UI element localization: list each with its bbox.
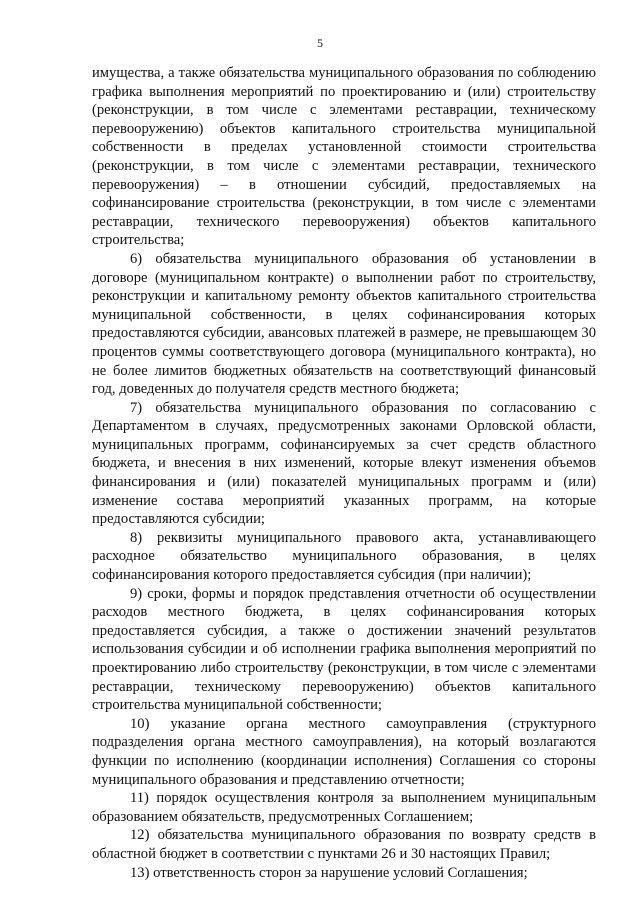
- paragraph-item-13: 13) ответственность сторон за нарушение условий Соглашения;: [130, 864, 528, 881]
- paragraph-item-9: 9) сроки, формы и порядок представления отчетности об осуществлении расходов местного бюджета, в целях софинансирования которых предоставляется субсидия, а также о достижении значений результатов использования субсидии и об исполнении графика выполнения мероприятий по проектированию либо строительству (реконструкции, в том числе с элементами реставрации, техническому перевооружению) объектов капитального строительства муниципальной собственности;: [92, 585, 596, 714]
- paragraph-item-11: 11) порядок осуществления контроля за выполнением муниципальным образованием обязательств, предусмотренных Соглашением;: [92, 790, 596, 825]
- paragraph-item-12: 12) обязательства муниципального образования по возврату средств в областной бюджет в соответствии с пунктами 26 и 30 настоящих Правил;: [92, 827, 596, 862]
- paragraph-continuation: имущества, а также обязательства муниципального образования по соблюдению графика выполнения мероприятий по проектированию и (или) строительству (реконструкции, в том числе с элементами реставрации, техническому перевооружению) объектов капитального строительства муниципальной собственности в пределах установленной стоимости строительства (реконструкции, в том числе с элементами реставрации, технического перевооружения) – в отношении субсидий, предоставляемых на софинансирование строительства (реконструкции, в том числе с элементами реставрации, технического перевооружения) объектов капитального строительства;: [92, 65, 596, 249]
- page-number: 5: [317, 36, 323, 50]
- paragraph-item-10: 10) указание органа местного самоуправления (структурного подразделения органа местного самоуправления), на который возлагаются функции по исполнению (координации исполнения) Соглашения со стороны муниципального образования и представлению отчетности;: [92, 715, 596, 788]
- paragraph-item-6: 6) обязательства муниципального образования об установлении в договоре (муниципальном контракте) о выполнении работ по строительству, реконструкции и капитальному ремонту объектов капитального строительства муниципальной собственности, в целях софинансирования которых предоставляются субсидии, авансовых платежей в размере, не превышающем 30 процентов суммы соответствующего договора (муниципального контракта), но не более лимитов бюджетных обязательств на соответствующий финансовый год, доведенных до получателя средств местного бюджета;: [92, 250, 596, 398]
- paragraph-item-8: 8) реквизиты муниципального правового акта, устанавливающего расходное обязательство муниципального образования, в целях софинансирования которого предоставляется субсидия (при наличии);: [92, 529, 596, 584]
- document-body: [92, 64, 596, 882]
- paragraph-item-7: 7) обязательства муниципального образования по согласованию с Департаментом в случаях, предусмотренных законами Орловской области, муниципальных программ, софинансируемых за счет средств областного бюджета, и внесения в них изменений, которые влекут изменения объемов финансирования и (или) показателей муниципальных программ и (или) изменение состава мероприятий указанных программ, на которые предоставляются субсидии;: [92, 399, 596, 528]
